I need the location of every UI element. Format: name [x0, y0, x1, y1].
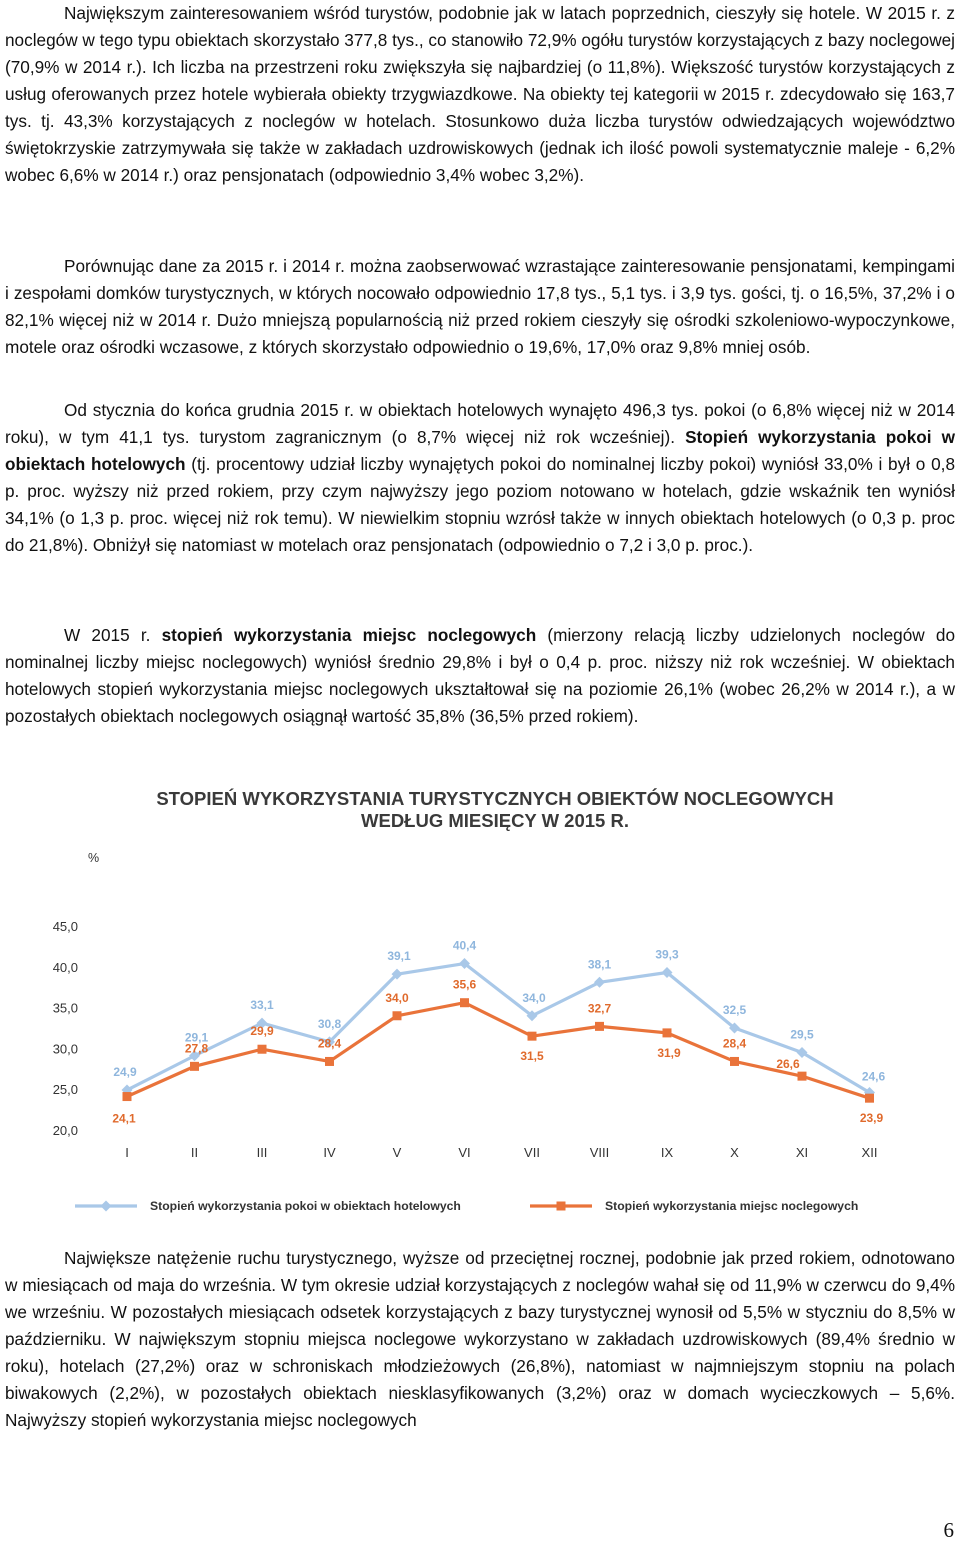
data-label: 35,6	[452, 977, 477, 992]
data-label: 23,9	[859, 1111, 884, 1126]
legend-marker-1	[101, 1201, 112, 1212]
series-2-point	[528, 1032, 537, 1041]
x-tick-label: X	[730, 1145, 739, 1160]
x-tick-label: V	[392, 1145, 402, 1160]
x-tick-label: IV	[323, 1145, 336, 1160]
series-2-point	[325, 1057, 334, 1066]
series-1-point	[594, 977, 605, 988]
data-label: 29,5	[790, 1027, 814, 1042]
paragraph-beds-usage	[5, 622, 955, 730]
legend-label-2: Stopień wykorzystania miejsc noclegowych	[605, 1199, 859, 1213]
paragraph-text-segment: (mierzony relacją liczby udzielonych noclegów do nominalnej liczby miejsc noclegowych) wyniósł średnio 29,8% i był o 0,4 p. proc. niższy niż rok wcześniej. W obiektach hotelowych stopień wykorzystania miejsc noclegowych ukształtował się na poziomie 26,1% (wobec 26,2% w 2014 r.), a w pozostałych obiektach noclegowych osiągnął wartość 35,8% (36,5% przed rokiem).	[5, 625, 956, 726]
paragraph-text-segment: Największe natężenie ruchu turystycznego, wyższe od przeciętnej rocznej, podobnie jak przed rokiem, odnotowano w miesiącach od maja do września. W tym okresie udział korzystających z noclegów wahał się od 11,9% w czerwcu do 9,4% we wrześniu. W pozostałych miesiącach odsetek korzystających z bazy turystycznej wynosił od 5,5% w styczniu do 8,5% w październiku. W największym stopniu miejsca noclegowe wykorzystano w zakładach uzdrowiskowych (89,4% średnio w roku), hotelach (27,2%) oraz w schroniskach młodzieżowych (26,8%), natomiast w najmniejszym stopniu na polach biwakowych (2,2%), w pozostałych obiektach niesklasyfikowanych (3,2%) oraz w domach wycieczkowych – 5,6%. Najwyższy stopień wykorzystania miejsc noclegowych	[5, 1248, 955, 1430]
paragraph-tourist-traffic	[5, 1245, 955, 1434]
series-2-point	[663, 1028, 672, 1037]
data-label: 29,1	[184, 1030, 209, 1045]
x-tick-label: XII	[861, 1145, 878, 1160]
occupancy-line-chart	[40, 780, 920, 1225]
y-tick-label: 25,0	[52, 1082, 78, 1098]
series-2-point	[190, 1062, 199, 1071]
paragraph-text-segment: Porównując dane za 2015 r. i 2014 r. można zaobserwować wzrastające zainteresowanie pensjonatami, kempingami i zespołami domków turystycznych, w których nocowało odpowiednio 17,8 tys., 5,1 tys. i 3,9 tys. gości, tj. o 16,5%, 37,2% i o 82,1% więcej niż w 2014 r. Dużo mniejszą popularnością niż przed rokiem cieszyły się ośrodki szkoleniowo-wypoczynkowe, motele oraz ośrodki wczasowe, z których skorzystało odpowiednio o 19,6%, 17,0% oraz 9,8% mniej osób.	[5, 256, 955, 357]
data-label: 32,7	[587, 1001, 612, 1016]
data-label: 26,6	[776, 1057, 800, 1072]
y-tick-label: 30,0	[52, 1041, 78, 1057]
chart-title-line-2: WEDŁUG MIESIĘCY W 2015 R.	[361, 810, 629, 831]
data-label: 24,9	[113, 1065, 137, 1080]
paragraph-text-segment: Stopień wykorzystania pokoi w obiektach hotelowych	[5, 427, 955, 474]
y-tick-label: 40,0	[52, 959, 78, 975]
data-label: 39,1	[387, 949, 411, 964]
paragraph-text-segment: (tj. procentowy udział liczby wynajętych pokoi do nominalnej liczby pokoi) wyniósł 33,0% i był o 0,8 p. proc. wyższy niż przed rokiem, przy czym najwyższy jego poziom notowano w hotelach, gdzie wskaźnik ten wyniósł 34,1% (o 1,3 p. proc. więcej niż rok temu). W niewielkim stopniu wzrósł także w innych obiektach hotelowych (o 0,3 p. proc do 21,8%). Obniżył się natomiast w motelach oraz pensjonatach (odpowiednio o 7,2 i 3,0 p. proc.).	[5, 454, 956, 555]
paragraph-text-segment: Od stycznia do końca grudnia 2015 r. w obiektach hotelowych wynajęto 496,3 tys. pokoi (o 6,8% więcej niż w 2014 roku), w tym 41,1 tys. turystom zagranicznym (o 8,7% więcej niż rok wcześniej).	[5, 400, 955, 447]
chart-title-line-1: STOPIEŃ WYKORZYSTANIA TURYSTYCZNYCH OBIEKTÓW NOCLEGOWYCH	[156, 788, 834, 809]
data-label: 31,5	[520, 1049, 544, 1064]
x-tick-label: II	[190, 1145, 199, 1160]
series-2-point	[865, 1094, 874, 1103]
data-label: 28,4	[317, 1036, 342, 1051]
data-label: 30,8	[317, 1016, 342, 1031]
legend-label-1: Stopień wykorzystania pokoi w obiektach hotelowych	[150, 1199, 461, 1213]
paragraph-text-segment: W 2015 r.	[64, 625, 162, 645]
paragraph-text-segment: Największym zainteresowaniem wśród turystów, podobnie jak w latach poprzednich, cieszyły się hotele. W 2015 r. z noclegów w tego typu obiektach skorzystało 377,8 tys., co stanowiło 72,9% ogółu turystów korzystających z bazy noclegowej (70,9% w 2014 r.). Ich liczba na przestrzeni roku zwiększyła się najbardziej (o 11,8%). Większość turystów korzystających z usług oferowanych przez hotele wybierała obiekty trzygwiazdkowe. Na obiekty tej kategorii w 2015 r. zdecydowało się 163,7 tys. tj. 43,3% korzystających z noclegów w hotelach. Stosunkowo duża liczba turystów odwiedzających województwo świętokrzyskie zatrzymywała się także w zakładach uzdrowiskowych (jednak ich ilość powoli systematycznie maleje - 6,2% wobec 6,6% w 2014 r.) oraz pensjonatach (odpowiednio 3,4% wobec 3,2%).	[5, 3, 955, 185]
y-tick-label: 35,0	[52, 1000, 78, 1016]
series-2-point	[595, 1022, 604, 1031]
series-2-point	[460, 998, 469, 1007]
y-tick-label: 20,0	[52, 1123, 78, 1138]
series-2-point	[730, 1057, 739, 1066]
data-label: 28,4	[722, 1036, 747, 1051]
paragraph-comparison	[5, 253, 955, 361]
paragraph-text-segment: stopień wykorzystania miejsc noclegowych	[161, 625, 537, 645]
data-label: 29,9	[250, 1024, 274, 1039]
data-label: 32,5	[722, 1003, 747, 1017]
series-2-point	[798, 1072, 807, 1081]
series-2-point	[258, 1045, 267, 1054]
x-tick-label: IX	[660, 1145, 674, 1160]
page-number: 6	[943, 1518, 954, 1542]
data-label: 40,4	[452, 938, 477, 953]
data-label: 33,1	[250, 998, 274, 1013]
paragraph-hotels	[5, 0, 955, 189]
data-label: 34,0	[385, 990, 409, 1005]
data-label: 39,3	[655, 947, 679, 962]
data-label: 24,6	[861, 1069, 886, 1084]
x-tick-label: XI	[795, 1145, 809, 1160]
series-line-1	[127, 964, 870, 1093]
data-label: 38,1	[587, 957, 612, 972]
y-tick-label: 45,0	[52, 919, 78, 934]
x-tick-label: I	[125, 1145, 129, 1160]
data-label: 24,1	[112, 1111, 136, 1126]
x-tick-label: VIII	[589, 1145, 610, 1160]
legend-marker-2	[557, 1202, 566, 1211]
data-label: 31,9	[657, 1045, 681, 1060]
x-tick-label: III	[256, 1145, 268, 1160]
series-2-point	[393, 1011, 402, 1020]
x-tick-label: VII	[524, 1145, 540, 1160]
y-axis-unit: %	[88, 851, 100, 865]
data-label: 27,8	[184, 1041, 209, 1056]
x-tick-label: VI	[458, 1145, 471, 1160]
data-label: 34,0	[522, 990, 546, 1005]
series-2-point	[123, 1092, 132, 1101]
paragraph-rooms-usage	[5, 397, 955, 559]
series-line-2	[127, 1003, 870, 1098]
